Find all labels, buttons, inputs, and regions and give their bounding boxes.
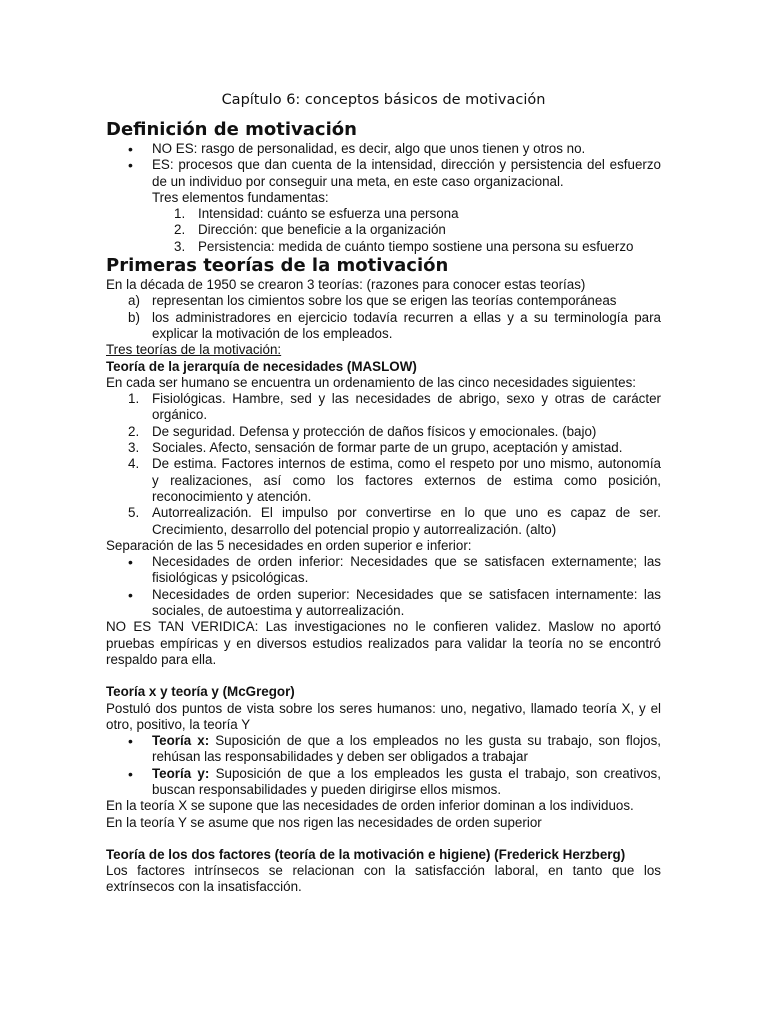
- need-item: 5. Autorrealización. El impulso por convertirse en lo que uno es capaz de ser. Crecimiento, desarrollo del potencial propio y autorrealización. (alto): [128, 505, 661, 537]
- three-theories-label: Tres teorías de la motivación:: [106, 342, 282, 358]
- herzberg-text: Los factores intrínsecos se relacionan con la satisfacción laboral, en tanto que los extrínsecos con la insatisfacción.: [106, 863, 661, 895]
- theories-intro: En la década de 1950 se crearon 3 teorías: (razones para conocer estas teorías): [106, 277, 586, 293]
- reason-item: b) los administradores en ejercicio todavía recurren a ellas y a su terminología para explicar la motivación de los empleados.: [128, 309, 661, 341]
- need-item: 1. Fisiológicas. Hambre, sed y las necesidades de abrigo, sexo y otras de carácter orgánico.: [128, 391, 661, 423]
- need-item: 2. De seguridad. Defensa y protección de daños físicos y emocionales. (bajo): [128, 423, 597, 439]
- document-content: [106, 90, 661, 896]
- need-item: 4. De estima. Factores internos de estima, como el respeto por uno mismo, autonomía y realizaciones, así como los factores externos de estima como posición, reconocimiento y atención.: [128, 456, 661, 504]
- element-item: 2. Dirección: que beneficie a la organización: [174, 222, 446, 238]
- element-item: 1. Intensidad: cuánto se esfuerza una persona: [174, 206, 459, 222]
- elements-list: [152, 206, 661, 255]
- bullet-es: [106, 157, 661, 255]
- need-item: 3. Sociales. Afecto, sensación de formar parte de un grupo, aceptación y amistad.: [128, 440, 623, 456]
- xy-list: [106, 733, 661, 798]
- needs-list: [106, 391, 661, 538]
- y-summary: En la teoría Y se asume que nos rigen las necesidades de orden superior: [106, 814, 542, 830]
- order-item: • Necesidades de orden superior: Necesidades que se satisfacen internamente: las sociales, de autoestima y autorrealización.: [106, 587, 661, 620]
- definition-list: [106, 141, 661, 255]
- maslow-critique: NO ES TAN VERIDICA: Las investigaciones no le confieren validez. Maslow no aportó pruebas empíricas y en diversos estudios realizados para validar la teoría no se encontró respaldo para ella.: [106, 619, 661, 667]
- element-item: 3. Persistencia: medida de cuánto tiempo sostiene una persona su esfuerzo: [174, 238, 634, 254]
- theory-x-item: • Teoría x: Suposición de que a los empleados no les gusta su trabajo, son flojos, rehúsan las responsabilidades y deben ser obligados a trabajar: [106, 733, 661, 766]
- mcgregor-intro: Postuló dos puntos de vista sobre los seres humanos: uno, negativo, llamado teoría X, y el otro, positivo, la teoría Y: [106, 700, 661, 732]
- bullet-no-es: • NO ES: rasgo de personalidad, es decir, algo que unos tienen y otros no.: [106, 141, 661, 157]
- heading-herzberg: Teoría de los dos factores (teoría de la motivación e higiene) (Frederick Herzberg): [106, 846, 626, 862]
- x-summary: En la teoría X se supone que las necesidades de orden inferior dominan a los individuos.: [106, 798, 634, 814]
- spacer: [106, 831, 661, 847]
- reasons-list: [106, 293, 661, 342]
- order-item: • Necesidades de orden inferior: Necesidades que se satisfacen externamente; las fisiológicas y psicológicas.: [106, 554, 661, 587]
- heading-primeras-teorias: Primeras teorías de la motivación: [106, 255, 449, 277]
- elements-note: Tres elementos fundamentas:: [152, 189, 329, 205]
- bullet-es-text: • ES: procesos que dan cuenta de la intensidad, dirección y persistencia del esfuerzo de un individuo por conseguir una meta, en este caso organizacional.: [152, 157, 661, 189]
- orders-list: [106, 554, 661, 619]
- theory-y-item: • Teoría y: Suposición de que a los empleados les gusta el trabajo, son creativos, buscan responsabilidades y pueden dirigirse ellos mismos.: [106, 766, 661, 799]
- heading-definicion: Definición de motivación: [106, 119, 357, 140]
- reason-item: a) representan los cimientos sobre los que se erigen las teorías contemporáneas: [128, 293, 617, 309]
- heading-mcgregor: Teoría x y teoría y (McGregor): [106, 684, 295, 700]
- heading-maslow: Teoría de la jerarquía de necesidades (MASLOW): [106, 358, 417, 374]
- spacer: [106, 668, 661, 684]
- separation-text: Separación de las 5 necesidades en orden superior e inferior:: [106, 537, 472, 553]
- maslow-intro: En cada ser humano se encuentra un ordenamiento de las cinco necesidades siguientes:: [106, 374, 637, 390]
- page-title: Capítulo 6: conceptos básicos de motivación: [221, 92, 546, 108]
